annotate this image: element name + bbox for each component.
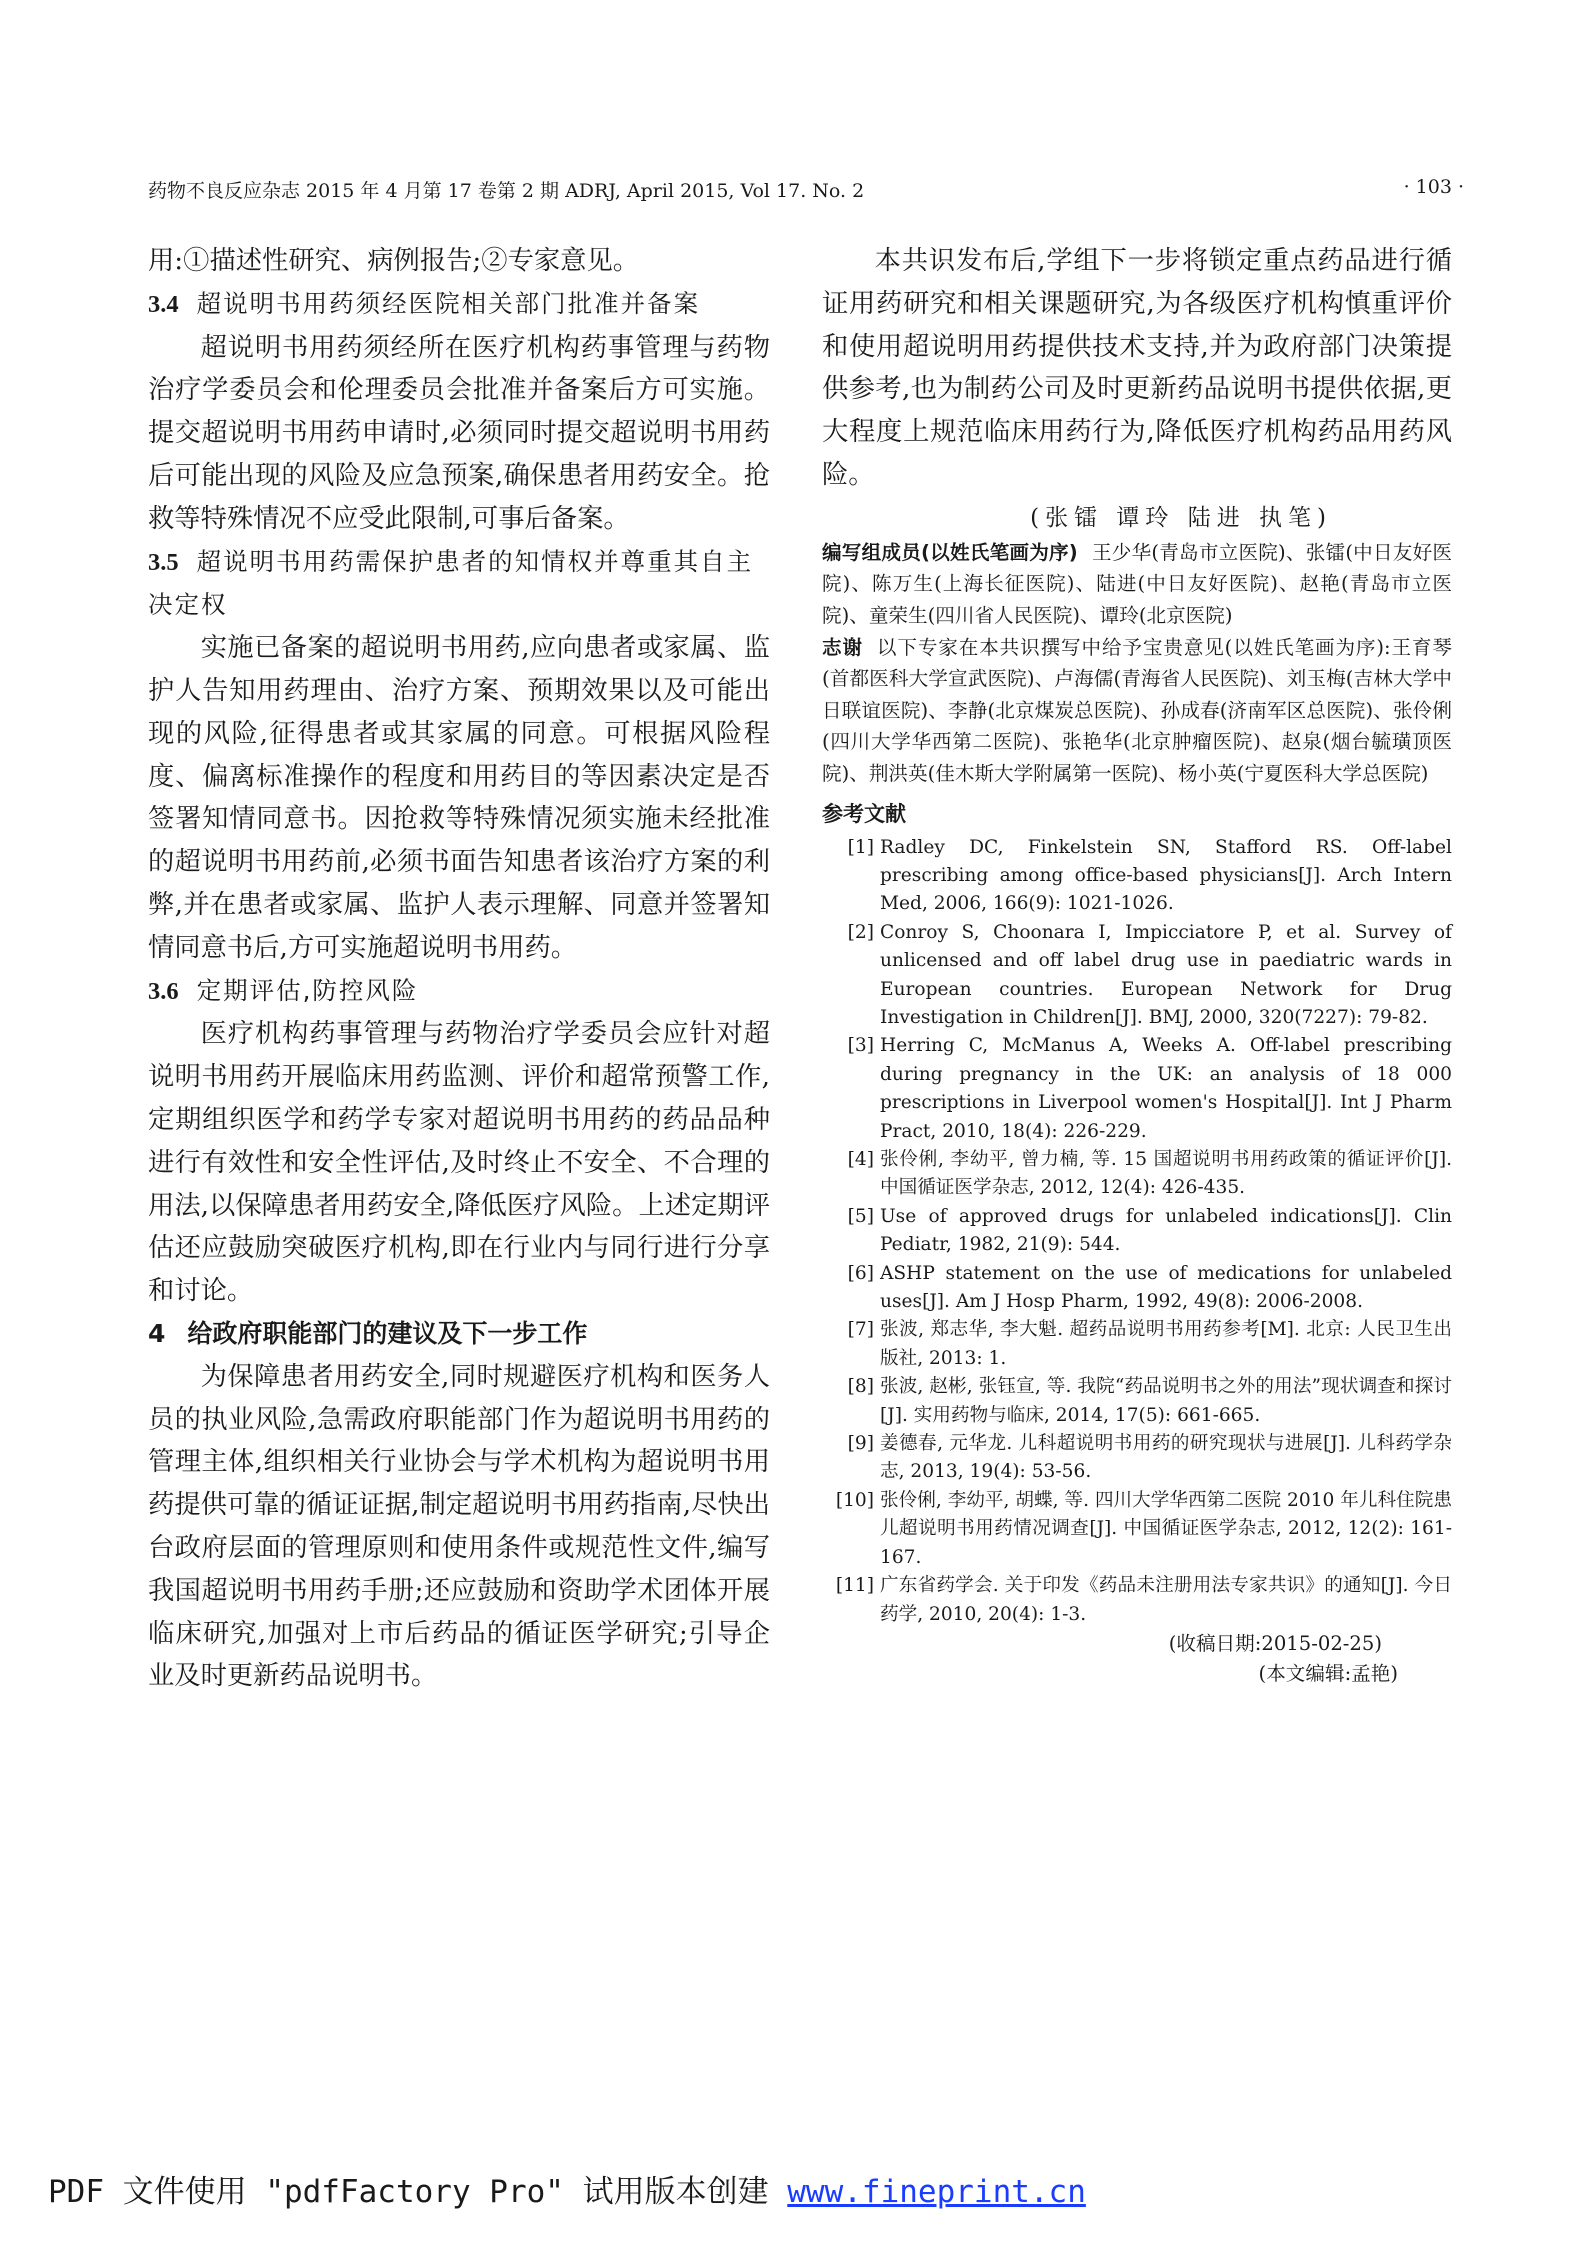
reference-number: [6] (847, 1262, 874, 1284)
section-title: 定期评估,防控风险 (196, 975, 419, 1005)
reference-number: [9] (847, 1433, 874, 1455)
writing-group-label: 编写组成员(以姓氏笔画为序) (822, 540, 1078, 564)
pdf-watermark-footer (48, 2166, 1086, 2211)
reference-item (822, 1487, 1452, 1572)
reference-text: Use of approved drugs for unlabeled indications[J]. Clin Pediatr, 1982, 21(9): 544. (880, 1205, 1452, 1256)
reference-text: 张波, 郑志华, 李大魁. 超药品说明书用药参考[M]. 北京: 人民卫生出版社, 2013: 1. (880, 1319, 1452, 1369)
right-column (822, 240, 1452, 1689)
section-number: 3.6 (148, 977, 179, 1005)
section-title: 超说明书用药须经医院相关部门批准并备案 (196, 288, 701, 318)
section-number: 4 (148, 1318, 166, 1348)
paragraph-evidence-levels: 用:①描述性研究、病例报告;②专家意见。 (148, 246, 640, 276)
reference-number: [10] (835, 1489, 874, 1511)
reference-text: 姜德春, 元华龙. 儿科超说明书用药的研究现状与进展[J]. 儿科药学杂志, 2013, 19(4): 53-56. (880, 1433, 1452, 1483)
reference-item (822, 1316, 1452, 1373)
section-3-5-heading (148, 541, 770, 628)
paragraph-government-recommendations: 为保障患者用药安全,同时规避医疗机构和医务人员的执业风险,急需政府职能部门作为超说明书用药的管理主体,组织相关行业协会与学术机构为超说明书用药提供可靠的循证证据,制定超说明书用药指南,尽快出台政府层面的管理原则和使用条件或规范性文件,编写我国超说明书用药手册;还应鼓励和资助学术团体开展临床研究,加强对上市后药品的循证医学研究;引导企业及时更新药品说明书。 (148, 1361, 770, 1692)
reference-text: Radley DC, Finkelstein SN, Stafford RS. Off-label prescribing among office-based physicians[J]. Arch Intern Med, 2006, 166(9): 1021-1026. (880, 836, 1452, 915)
writing-group-text: 王少华(青岛市立医院)、张镭(中日友好医院)、陈万生(上海长征医院)、陆进(中日友好医院)、赵艳(青岛市立医院)、童荣生(四川省人民医院)、谭玲(北京医院) (822, 540, 1452, 627)
references-heading: 参考文献 (822, 801, 906, 826)
reference-number: [5] (847, 1205, 874, 1227)
acknowledgements (822, 632, 1452, 790)
reference-item (822, 1146, 1452, 1203)
section-3-4-heading (148, 283, 770, 327)
reference-number: [2] (847, 921, 874, 943)
footer-text: PDF 文件使用 "pdfFactory Pro" 试用版本创建 (48, 2174, 788, 2210)
left-column (148, 240, 770, 1698)
reference-item (822, 1373, 1452, 1430)
writing-group-members (822, 537, 1452, 632)
reference-item (822, 1203, 1452, 1260)
acknowledgements-label: 志谢 (822, 635, 863, 659)
reference-number: [7] (847, 1319, 874, 1341)
reference-item (822, 1572, 1452, 1629)
reference-item (822, 1260, 1452, 1317)
article-editor: (本文编辑:孟艳) (1258, 1661, 1398, 1685)
reference-item (822, 919, 1452, 1033)
received-date: (收稿日期:2015-02-25) (1168, 1631, 1382, 1655)
reference-item (822, 1430, 1452, 1487)
paragraph-next-steps: 本共识发布后,学组下一步将锁定重点药品进行循证用药研究和相关课题研究,为各级医疗机构慎重评价和使用超说明用药提供技术支持,并为政府部门决策提供参考,也为制药公司及时更新药品说明书提供依据,更大程度上规范临床用药行为,降低医疗机构药品用药风险。 (822, 246, 1452, 490)
reference-text: ASHP statement on the use of medications for unlabeled uses[J]. Am J Hosp Pharm, 1992, 49(8): 2006-2008. (880, 1262, 1452, 1313)
reference-text: 广东省药学会. 关于印发《药品未注册用法专家共识》的通知[J]. 今日药学, 2010, 20(4): 1-3. (880, 1575, 1452, 1625)
acknowledgements-text: 以下专家在本共识撰写中给予宝贵意见(以姓氏笔画为序):王育琴(首都医科大学宣武医院)、卢海儒(青海省人民医院)、刘玉梅(吉林大学中日联谊医院)、李静(北京煤炭总医院)、孙成春(济南军区总医院)、张伶俐(四川大学华西第二医院)、张艳华(北京肿瘤医院)、赵泉(烟台毓璜顶医院)、荆洪英(佳木斯大学附属第一医院)、杨小英(宁夏医科大学总医院) (822, 635, 1453, 785)
reference-text: 张伶俐, 李幼平, 胡蝶, 等. 四川大学华西第二医院 2010 年儿科住院患儿超说明书用药情况调查[J]. 中国循证医学杂志, 2012, 12(2): 161-167. (880, 1489, 1452, 1568)
section-number: 3.5 (148, 548, 179, 576)
paragraph-informed-consent: 实施已备案的超说明书用药,应向患者或家属、监护人告知用药理由、治疗方案、预期效果以及可能出现的风险,征得患者或其家属的同意。可根据风险程度、偏离标准操作的程度和用药目的等因素决定是否签署知情同意书。因抢救等特殊情况须实施未经批准的超说明书用药前,必须书面告知患者该治疗方案的利弊,并在患者或家属、监护人表示理解、同意并签署知情同意书后,方可实施超说明书用药。 (148, 633, 770, 963)
journal-citation: 药物不良反应杂志 2015 年 4 月第 17 卷第 2 期 ADRJ, April 2015, Vol 17. No. 2 (148, 180, 865, 202)
reference-number: [8] (847, 1376, 874, 1398)
reference-text: Conroy S, Choonara I, Impicciatore P, et al. Survey of unlicensed and off label drug use in paediatric wards in European countries. European Network for Drug Investigation in Children[J]. BMJ, 2000, 320(7227): 79-82. (880, 921, 1452, 1028)
reference-number: [3] (847, 1035, 874, 1057)
section-3-6-heading (148, 970, 770, 1014)
reference-text: Herring C, McManus A, Weeks A. Off-label prescribing during pregnancy in the UK: an analysis of 18 000 prescriptions in Liverpool women's Hospital[J]. Int J Pharm Pract, 2010, 18(4): 226-229. (880, 1035, 1452, 1142)
reference-text: 张伶俐, 李幼平, 曾力楠, 等. 15 国超说明书用药政策的循证评价[J]. 中国循证医学杂志, 2012, 12(4): 426-435. (880, 1149, 1452, 1199)
page-number: · 103 · (1403, 176, 1464, 198)
section-number: 3.4 (148, 290, 179, 318)
reference-number: [1] (847, 836, 874, 858)
writing-authors: (张镭 谭玲 陆进 执笔) (1030, 504, 1332, 531)
section-title: 给政府职能部门的建议及下一步工作 (187, 1318, 588, 1348)
reference-list (822, 834, 1452, 1629)
paragraph-risk-control: 医疗机构药事管理与药物治疗学委员会应针对超说明书用药开展临床用药监测、评价和超常预警工作,定期组织医学和药学专家对超说明书用药的药品品种进行有效性和安全性评估,及时终止不安全、不合理的用法,以保障患者用药安全,降低医疗风险。上述定期评估还应鼓励突破医疗机构,即在行业内与同行进行分享和讨论。 (148, 1019, 770, 1307)
footer-link[interactable]: www.fineprint.cn (787, 2174, 1086, 2210)
section-4-heading (148, 1313, 770, 1356)
reference-number: [11] (835, 1575, 874, 1597)
paragraph-approval: 超说明书用药须经所在医疗机构药事管理与药物治疗学委员会和伦理委员会批准并备案后方可实施。提交超说明书用药申请时,必须同时提交超说明书用药后可能出现的风险及应急预案,确保患者用药安全。抢救等特殊情况不应受此限制,可事后备案。 (148, 332, 770, 534)
reference-text: 张波, 赵彬, 张钰宣, 等. 我院“药品说明书之外的用法”现状调查和探讨[J]. 实用药物与临床, 2014, 17(5): 661-665. (880, 1376, 1452, 1426)
reference-number: [4] (847, 1149, 874, 1170)
section-title: 超说明书用药需保护患者的知情权并尊重其自主决定权 (148, 546, 754, 620)
reference-item (822, 834, 1452, 919)
reference-item (822, 1032, 1452, 1146)
